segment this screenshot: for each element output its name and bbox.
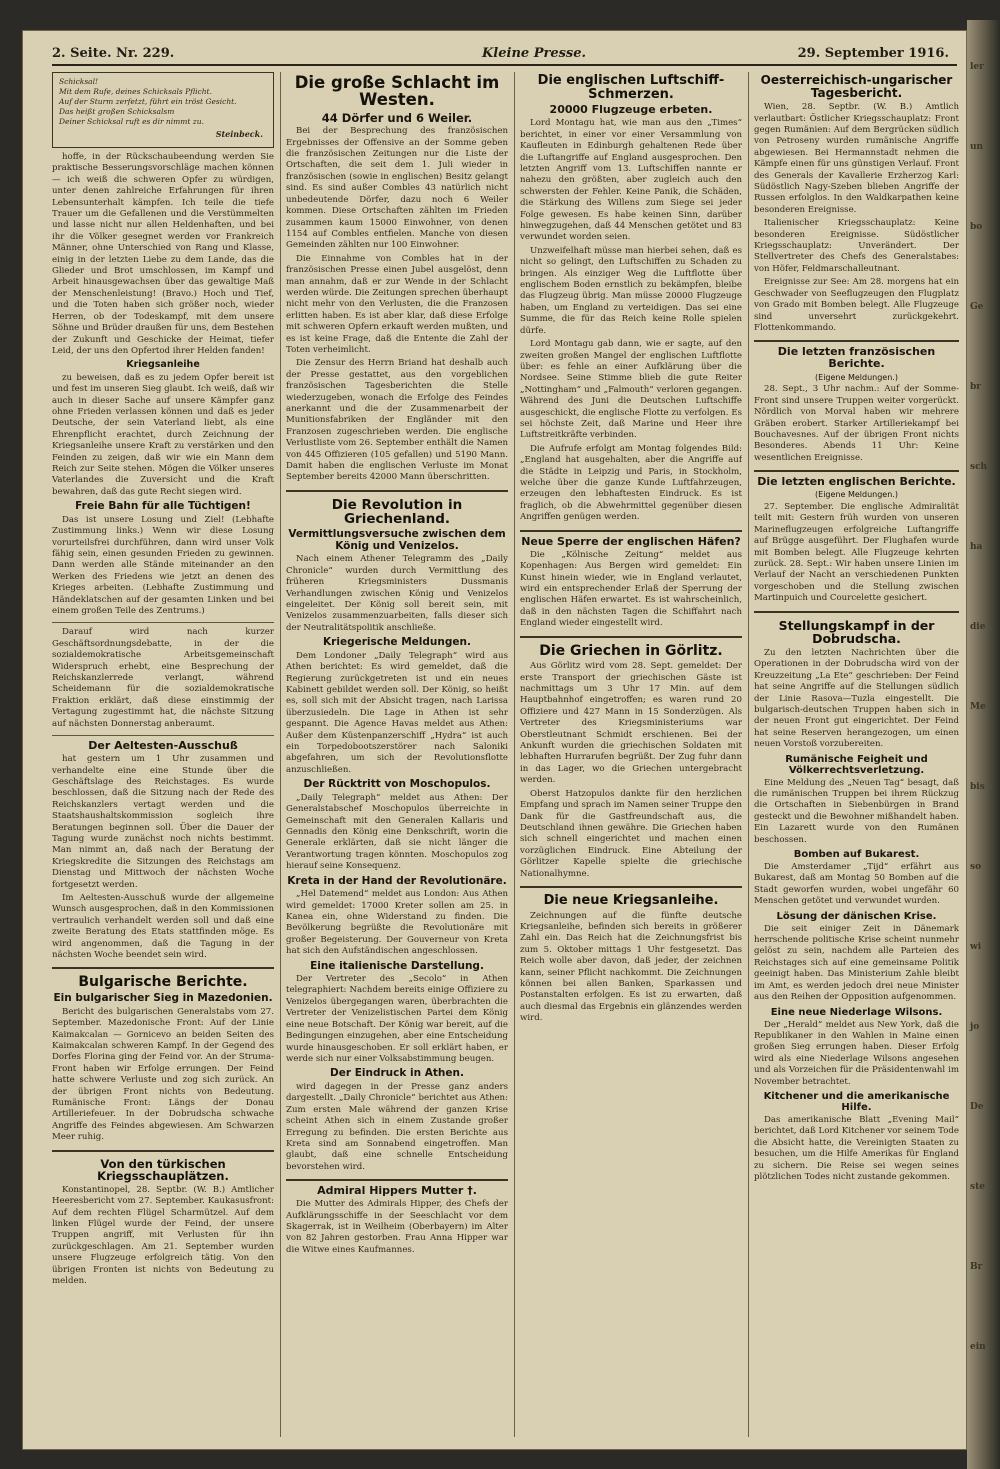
article-text: Die Amsterdamer „Tijd“ erfährt aus Bukarest, daß am Montag 50 Bomben auf die Stadt geworfen wurden, wobei ungefähr 60 Menschen getötet und verwundet wurden. bbox=[754, 862, 959, 907]
article-text: Der Vertreter des „Secolo“ in Athen telegraphiert: Nachdem bereits einige Offiziere zu Venizelos übergegangen waren, überbrachten die Vertreter der Venizelistischen Partei dem König eine neue Botschaft. Der König war bereit, auf die Bedingungen einzugehen, aber eine Entscheidung wurde hinausgeschoben. Er soll erklärt haben, er werde sich nur einer Volksabstimmung beugen. bbox=[286, 974, 508, 1064]
issue-date: 29. September 1916. bbox=[797, 46, 949, 61]
section-heading: Rumänische Feigheit und Völkerrechtsverletzung. bbox=[785, 753, 928, 776]
column-3 bbox=[520, 72, 742, 1437]
article-text: Unzweifelhaft müsse man hierbei sehen, daß es nicht so gelingt, den Luftschiffen zu Schaden zu bringen. Als einziger Weg die Luftflotte über englischem Boden ernstlich zu bekämpfen, bleibe das Flugzeug übrig. Man müsse 20000 Flugzeuge haben, um England zu verteidigen. Das sei eine Summe, die für das Reich keine Rolle spielen dürfe. bbox=[520, 245, 742, 336]
article-text: Die Mutter des Admirals Hipper, des Chefs der Aufklärungsschiffe in der Seeschlacht vor dem Skagerrak, ist in Weilheim (Oberbayern) im Alter von 82 Jahren gestorben. Frau Anna Hipper war die Witwe eines Kaufmannes. bbox=[286, 1199, 508, 1255]
article-text: Oberst Hatzopulos dankte für den herzlichen Empfang und sprach im Namen seiner Truppe den Dank für die Gastfreundschaft aus, die Deutschland ihnen gewähre. Die Griechen haben sich schnell eingerichtet und machen einen vorzüglichen Eindruck. Eine Abteilung der Görlitzer Kapelle spielte die griechische Nationalhymne. bbox=[520, 788, 742, 879]
column-rule bbox=[748, 72, 749, 1437]
article-headline: Bulgarische Berichte. bbox=[78, 974, 248, 991]
section-heading: Der Rücktritt von Moschopulos. bbox=[303, 778, 491, 791]
article-text: Die „Kölnische Zeitung“ meldet aus Kopenhagen: Aus Bergen wird gemeldet: Ein Kunst hinein wieder, wie in England verlautet, wird ein entsprechender Erlaß der Sperrung der englischen Häfen erwartet. Es ist wahrscheinlich, daß in den nächsten Tagen die Schiffahrt nach England wieder eingestellt wird. bbox=[520, 549, 742, 629]
column-rule bbox=[514, 72, 515, 1437]
poem-signature: Steinbeck. bbox=[215, 129, 263, 139]
section-subheading: (Eigene Meldungen.) bbox=[815, 372, 898, 382]
article-text: Bericht des bulgarischen Generalstabs vom 27. September. Mazedonische Front: Auf der Linie Kaimakcalan — Gornicevo an beiden Seiten des Kaimakcalan schweren Kampf. In der Gegend des Dorfes Florina ging der Feind vor. An der Struma-Front haben wir Erfolge errungen. Der Feind hatte schwere Verluste und zog sich zurück. An der übrigen Front nichts von Bedeutung. Rumänische Front: Längs der Donau Artilleriefeuer. In der Dobrudscha schwache Angriffe des Feindes abgewiesen. Am Schwarzen Meer ruhig. bbox=[52, 1006, 274, 1143]
page-number: 2. Seite. Nr. 229. bbox=[52, 46, 175, 61]
article-subheadline: Ein bulgarischer Sieg in Mazedonien. bbox=[53, 992, 273, 1005]
divider bbox=[520, 530, 742, 532]
article-headline: Die Revolution in Griechenland. bbox=[331, 496, 463, 528]
divider bbox=[520, 636, 742, 638]
divider bbox=[754, 611, 959, 613]
section-heading: Admiral Hippers Mutter †. bbox=[317, 1184, 477, 1198]
article-text: 27. September. Die englische Admiralität teilt mit: Gestern früh wurden von unseren Marineflugzeugen erfolgreiche Luftangriffe auf Brügge ausgeführt. Der Flughafen wurde mit Bomben belegt. Alle Flugzeuge kehrten zurück. 28. Sept.: Wir haben unsere Linien im Verlauf der Nacht an verschiedenen Punkten vorgeschoben und die Stellung zwischen Martinpuich und Courcelette gesichert. bbox=[754, 502, 959, 604]
divider bbox=[286, 490, 508, 492]
article-text: hoffe, in der Rückschaubeendung werden Sie praktische Besserungsvorschläge machen können — ich weiß die schweren Opfer zu würdigen, unter denen zahlreiche Erfahrungen für ihren Lebensunterhalt kämpfen. Ich teile die tiefe Trauer um die Gefallenen und die Verstümmelten und lasse nicht nur allen Heldenhaften, und bei ihr die Völker gesegnet werden vor Frankreich Männer, ohne Unterschied von Rang und Klasse, einig in der letzten Liebe zu dem Lande, das die Glieder und Brot umschlossen, im Kampf und Arbeit hinausgewachsen über das gewaltige Maß der Menschenleistung! (Bravo.) Hoch und Tief, und die Toten haben sich größer noch, wieder Herren, ob der Todeskampf, mit dem unsere Söhne und Brüder draußen für uns, dem Bestehen der Zukunft und Geschicke der Heimat, tiefer Leid, der uns den Opfertod ihrer Helden fanden! bbox=[52, 152, 274, 356]
divider bbox=[52, 735, 274, 736]
divider bbox=[520, 886, 742, 888]
adjacent-page-edge: ler un bo Ge br sch ha die Me bis so wi jo De ste Br ein bbox=[967, 20, 1000, 1469]
newspaper-page bbox=[22, 30, 967, 1450]
column-2 bbox=[286, 72, 508, 1437]
section-heading: Kreta in der Hand der Revolutionäre. bbox=[287, 874, 507, 887]
article-subheadline: 44 Dörfer und 6 Weiler. bbox=[321, 110, 473, 125]
section-heading: Bomben auf Bukarest. bbox=[793, 849, 920, 861]
article-text: Eine Meldung des „Neuen Tag“ besagt, daß die rumänischen Truppen bei ihrem Rückzug die Ortschaften in Siebenbürgen in Brand gesteckt und die Bewohner mißhandelt haben. Ein Lazarett wurde von den Rumänen beschossen. bbox=[754, 777, 959, 845]
article-headline: Oesterreichisch-ungarischer Tagesbericht. bbox=[760, 73, 953, 100]
article-text: Die Aufrufe erfolgt am Montag folgendes Bild: „England hat ausgehalten, aber die Angriffe auf die Städte in Leipzig und Paris, in Stockholm, welche über die ganze Kunde Luftfahrzeugen, erzeugen den lebhaftesten Eindruck. Es ist fraglich, ob die Abwehrmittel gegenüber diesen Angriffen genügen werden. bbox=[520, 443, 742, 523]
article-text: Ereignisse zur See: Am 28. morgens hat ein Geschwader von Seeflugzeugen den Flugplatz von Grado mit Bomben belegt. Alle Flugzeuge sind unversehrt zurückgekehrt. Flottenkommando. bbox=[754, 277, 959, 333]
article-text: zu beweisen, daß es zu jedem Opfer bereit ist und fest im unseren Sieg glaubt. Ich weiß, daß wir auch in dieser Sache auf unsere Kämpfer ganz ohne Frieden verlassen können und daß es jeder Deutsche, der sein Vaterland liebt, als eine Ehrenpflicht erachtet, durch Zeichnung der Kriegsanleihe unsere Kraft zu verstärken und den Feinden zu zeigen, daß wir wie ein Mann dem Reich zur Seite stehen. Mögen die Völker unseres Vaterlandes die Zuversicht und die Kraft bewahren, daß das gute Recht siegen wird. bbox=[52, 372, 274, 497]
divider bbox=[52, 1150, 274, 1152]
article-subheadline: Vermittlungsversuche zwischen dem König und Venizelos. bbox=[288, 528, 506, 552]
article-text: Die seit einiger Zeit in Dänemark herrschende politische Krise scheint nunmehr gelöst zu sein, nachdem alle Parteien des Reichstages sich auf eine gemeinsame Politik geeinigt haben. Das Ministerium Zahle bleibt im Amt, es werden jedoch drei neue Minister aus den Reihen der Opposition aufgenommen. bbox=[754, 923, 959, 1003]
section-heading: Kriegsanleihe bbox=[126, 359, 200, 371]
article-headline: Von den türkischen Kriegsschauplätzen. bbox=[97, 1156, 229, 1183]
section-heading: Eine neue Niederlage Wilsons. bbox=[770, 1006, 943, 1018]
section-heading: Der Aeltesten-Ausschuß bbox=[88, 739, 238, 753]
article-text: Konstantinopel, 28. Septbr. (W. B.) Amtlicher Heeresbericht vom 27. September. Kaukasusfront: Auf dem rechten Flügel Scharmützel. Auf dem linken Flügel wurde der Feind, der unsere Truppen angriff, mit Verlusten für ihn zurückgeschlagen. Am 21. September wurden unsere Flugzeuge erfolgreich tätig. Von den übrigen Fronten ist nichts von Bedeutung zu melden. bbox=[52, 1184, 274, 1286]
article-text: Zeichnungen auf die fünfte deutsche Kriegsanleihe, befinden sich bereits in größerer Zahl ein. Das Reich hat die Zeichnungsfrist bis zum 5. Oktober mittags 1 Uhr festgesetzt. Das Reich wolle aber davon, daß jeder, der zeichnen kann, seiner Pflicht nachkommt. Die Zeichnungen können bei allen Banken, Sparkassen und Postanstalten erfolgen. Es ist zu erwarten, daß auch diesmal das Ergebnis ein glänzendes werden wird. bbox=[520, 910, 742, 1024]
article-text: Wien, 28. Septbr. (W. B.) Amtlich verlautbart: Östlicher Kriegsschauplatz: Front gegen Rumänien: Auf dem Bergrücken südlich von Petroseny wurden rumänische Angriffe abgewiesen. Bei Hermannstadt nehmen die Kämpfe einen für uns günstigen Verlauf. Front des Generals der Kavallerie Erzherzog Karl: Südöstlich Nagy-Szeben blieben Angriffe der Russen erfolglos. In den Waldkarpathen keine besonderen Ereignisse. bbox=[754, 102, 959, 215]
article-subheadline: 20000 Flugzeuge erbeten. bbox=[549, 103, 713, 117]
article-headline: Die große Schlacht im Westen. bbox=[294, 73, 500, 110]
article-text: Bei der Besprechung des französischen Ergebnisses der Offensive an der Somme geben die französischen Zeitungen nur die Liste der Ortschaften, die seit dem 1. Juli wieder in französischen (sowie in englischen) Besitz gelangt sind. Es sind außer Combles 43 natürlich nicht unbedeutende Dörfer, dazu noch 6 Weiler kommen. Diese Ortschaften zählten im Frieden zusammen kaum 15000 Einwohner, von denen 1154 auf Combles entfielen. Manche von diesen Gemeinden zählten nur 100 Einwohner. bbox=[286, 126, 508, 251]
article-text: Zu den letzten Nachrichten über die Operationen in der Dobrudscha wird von der Kreuzzeitung „La Ete“ geschrieben: Der Feind hat seine Angriffe auf die Stellungen südlich der Linie Rasova—Tuzla eingestellt. Die bulgarisch-deutschen Truppen haben sich in der neuen Front gut eingerichtet. Der Feind hat seine Reserven herangezogen, um einen neuen Vorstoß vorzubereiten. bbox=[754, 647, 959, 750]
divider bbox=[754, 470, 959, 472]
section-heading: Kriegerische Meldungen. bbox=[323, 636, 471, 649]
divider bbox=[754, 340, 959, 342]
section-heading: Die letzten englischen Berichte. bbox=[757, 475, 956, 489]
article-text: Die Zensur des Herrn Briand hat deshalb auch der Presse gestattet, aus den vorgeblichen französischen Tagesberichten die Stelle wiederzugeben, wonach die Erfolge des Feindes anerkannt und die der Zusammenarbeit der Munitionsfabriken der Engländer mit den Franzosen zugeschrieben werden. Die englische Verlustliste vom 26. September enthält die Namen von 445 Offizieren (105 gefallen) und 5190 Mann. Damit haben die englischen Verluste im Monat September bereits 42000 Mann überschritten. bbox=[286, 358, 508, 483]
article-text: Das amerikanische Blatt „Evening Mail“ berichtet, daß Lord Kitchener vor seinem Tode die Absicht hatte, die Vereinigten Staaten zu besuchen, um die Hilfe Amerikas für England zu sichern. Die Reise sei wegen seines plötzlichen Todes nicht zustande gekommen. bbox=[754, 1114, 959, 1182]
article-text: „Hel Datemend“ meldet aus London: Aus Athen wird gemeldet: 17000 Kreter sollen am 25. in Kanea ein, ohne Widerstand zu finden. Die Bevölkerung begrüßte die Revolutionäre mit großer Begeisterung. Der Gouverneur von Kreta hat sich den Aufständischen angeschlossen. bbox=[286, 889, 508, 957]
column-rule bbox=[280, 72, 281, 1437]
article-text: 28. Sept., 3 Uhr nachm.: Auf der Somme-Front sind unsere Truppen weiter vorgerückt. Nördlich von Morval haben wir mehrere Gräben erobert. Starker Artilleriekampf bei Bouchavesnes. Auf der übrigen Front nichts Besonderes. Abends 11 Uhr: Keine wesentlichen Ereignisse. bbox=[754, 384, 959, 463]
article-text: Das ist unsere Losung und Ziel! (Lebhafte Zustimmung links.) Wenn wir diese Losung vorurteilsfrei durchführen, dann wird unser Volk fähig sein, einen gesunden Frieden zu gewinnen. Dann werden alle Stände miteinander an den Werken des Friedens wie jetzt an denen des Krieges arbeiten. (Lebhafte Zustimmung und Händeklatschen auf der gesamten Linken und bei einem großen Teile des Zentrums.) bbox=[52, 514, 274, 617]
divider bbox=[52, 967, 274, 969]
article-headline: Die englischen Luftschiff-Schmerzen. bbox=[537, 73, 725, 102]
column-1 bbox=[52, 72, 274, 1437]
article-headline: Die Griechen in Görlitz. bbox=[539, 642, 723, 659]
section-heading: Lösung der dänischen Krise. bbox=[776, 910, 937, 922]
column-4 bbox=[754, 72, 959, 1437]
article-text: Nach einem Athener Telegramm des „Daily Chronicle“ wurden durch Vermittlung des früheren Kriegsministers Dussmanis Verhandlungen zwischen König und Venizelos eingeleitet. Der König soll bereit sein, mit Venizelos zusammenzuarbeiten, falls dieser sich der Neutralitätspolitik anschließe. bbox=[286, 554, 508, 633]
article-text: wird dagegen in der Presse ganz anders dargestellt. „Daily Chronicle“ berichtet aus Athen: Zum ersten Male während der ganzen Krise scheint Athen sich in einem Zustande großer Erregung zu befinden. Die ersten Berichte aus Kreta sind am Sonnabend eingetroffen. Man glaubt, daß eine schnelle Entscheidung bevorstehen wird. bbox=[286, 1081, 508, 1172]
section-heading: Freie Bahn für alle Tüchtigen! bbox=[75, 500, 251, 513]
article-headline: Stellungskampf in der Dobrudscha. bbox=[778, 617, 935, 646]
article-text: Italienischer Kriegsschauplatz: Keine besonderen Ereignisse. Südöstlicher Kriegsschauplatz: Unverändert. Der Stellvertreter des Chefs des Generalstabes: von Höfer, Feldmarschalleutnant. bbox=[754, 218, 959, 274]
section-heading: Der Eindruck in Athen. bbox=[330, 1067, 464, 1080]
article-text: „Daily Telegraph“ meldet aus Athen: Der Generalstabschef Moschopulos überreichte in Gemeinschaft mit den Generalen Kallaris und Gennadis den König eine Denkschrift, worin die Generale erklärten, daß sie nicht länger die Verantwortung tragen könnten. Moschopulos zog hierauf seine Konsequenz. bbox=[286, 792, 508, 872]
divider bbox=[286, 1179, 508, 1181]
divider bbox=[52, 622, 274, 623]
article-headline: Die neue Kriegsanleihe. bbox=[543, 892, 719, 908]
article-text: Darauf wird nach kurzer Geschäftsordnungsdebatte, in der die sozialdemokratische Arbeitsgemeinschaft Widerspruch erhebt, eine Besprechung der Reichskanzlerrede verlangt, während Scheidemann für die sozialdemokratische Fraktion erklärt, daß diese einstimmig der Vertagung zugestimmt hat, die nächste Sitzung auf nächsten Donnerstag anberaumt. bbox=[52, 627, 274, 729]
masthead bbox=[52, 44, 957, 66]
section-heading: Kitchener und die amerikanische Hilfe. bbox=[763, 1090, 950, 1113]
section-heading: Neue Sperre der englischen Häfen? bbox=[521, 534, 741, 548]
article-text: Lord Montagu hat, wie man aus den „Times“ berichtet, in einer vor einer Versammlung von Kaufleuten in Edinburgh gehaltenen Rede über die Luftangriffe auf England ausgesprochen. Den letzten Angriff vom 13. Luftschiffen nannte er nahezu den größten, aber zugleich auch den schwersten der Fehler. Keine Panik, die Schäden, die Stärkung des Willens zum Siege sei jeder Folge gewesen. Es habe keinen Sinn, darüber hinwegzugehen, daß 44 Menschen getötet und 83 verwundet worden seien. bbox=[520, 118, 742, 243]
newspaper-title: Kleine Presse. bbox=[482, 46, 587, 61]
poem-box: Schicksal! Mit dem Rufe, deines Schicksals Pflicht. Auf der Sturm zerfetzt, führt ein tröst Gesicht. Das heißt großen Schicksalsm Deiner Schicksal ruft es dir nimmt zu. Steinbeck. bbox=[52, 72, 274, 148]
article-text: Im Aeltesten-Ausschuß wurde der allgemeine Wunsch ausgesprochen, daß in den Kommissionen vertraulich verhandelt werden soll und daß eine zweite Beratung des Etats stattfinden möge. Es wird angenommen, daß die Tagung in der nächsten Woche beendet sein wird. bbox=[52, 893, 274, 961]
article-text: Lord Montagu gab dann, wie er sagte, auf den zweiten großen Mangel der englischen Luftflotte über: es fehle an einer Aufklärung über die Nordsee. Seine Stimme blieb die gute Reiter „Nottingham“ und „Falmouth“ verloren gegangen. Während des Juni die Deutschen Luftschiffe ausgeschickt, die englische Flotte zu verfolgen. Es sei höchste Zeit, daß Marine und Heer ihre Luftstreitkräfte verbinden. bbox=[520, 339, 742, 441]
article-text: Der „Herald“ meldet aus New York, daß die Republikaner in den Wahlen in Maine einen großen Sieg errungen haben. Dieser Erfolg wird als eine Niederlage Wilsons angesehen und als Vorzeichen für die Präsidentenwahl im November betrachtet. bbox=[754, 1019, 959, 1087]
section-heading: Die letzten französischen Berichte. bbox=[777, 345, 936, 371]
section-subheading: (Eigene Meldungen.) bbox=[815, 490, 898, 500]
section-heading: Eine italienische Darstellung. bbox=[310, 959, 484, 972]
article-text: Aus Görlitz wird vom 28. Sept. gemeldet: Der erste Transport der griechischen Gäste ist nachmittags um 3 Uhr 17 Min. auf dem Hauptbahnhof eingetroffen; es waren rund 20 Offiziere und 427 Mann in 15 Sonderzügen. Als Vertreter des Kriegsministeriums war Oberstleutnant Schmidt erschienen. Bei der Ankunft wurden die griechischen Soldaten mit lebhaften Hurrarufen begrüßt. Der Zug fuhr dann in das Lager, wo die Griechen untergebracht werden. bbox=[520, 661, 742, 786]
article-text: Dem Londoner „Daily Telegraph“ wird aus Athen berichtet: Es wird gemeldet, daß die Regierung zurückgetreten ist und ein neues Kabinett gebildet werden soll. Der König, so heißt es, soll sich mit der Absicht tragen, nach Larissa überzusiedeln. Die Lage in Athen ist sehr gespannt. Die Agence Havas meldet aus Athen: Außer dem Küstenpanzerschiff „Hydra“ ist auch ein Torpedobootszerstörer nach Saloniki abgefahren, um sich der Revolutionsflotte anzuschließen. bbox=[286, 650, 508, 775]
article-text: Die Einnahme von Combles hat in der französischen Presse einen Jubel ausgelöst, denn man annahm, daß er zur Wende in der Schlacht werden würde. Die Zeitungen sprechen überhaupt nicht mehr von den Verlusten, die die Franzosen erlitten haben. Es ist aber klar, daß diese Erfolge mit schweren Opfern erkauft werden mußten, und es ist keine Frage, daß die Entente die Zahl der Toten verheimlicht. bbox=[286, 253, 508, 355]
article-text: hat gestern um 1 Uhr zusammen und verhandelte eine eine Stunde über die Geschäftslage des Reichstages. Es wurde beschlossen, daß die Sitzung nach der Rede des Reichskanzlers vertagt werden und die Staatshaushaltskommission sogleich ihre Beratungen beginnen soll. Über die Dauer der Tagung wurde zunächst noch nichts bestimmt. Man nimmt an, daß nach der Beratung der Kriegskredite die Sitzungen des Reichstags am Dienstag und Mittwoch der nächsten Woche fortgesetzt werden. bbox=[52, 754, 274, 890]
